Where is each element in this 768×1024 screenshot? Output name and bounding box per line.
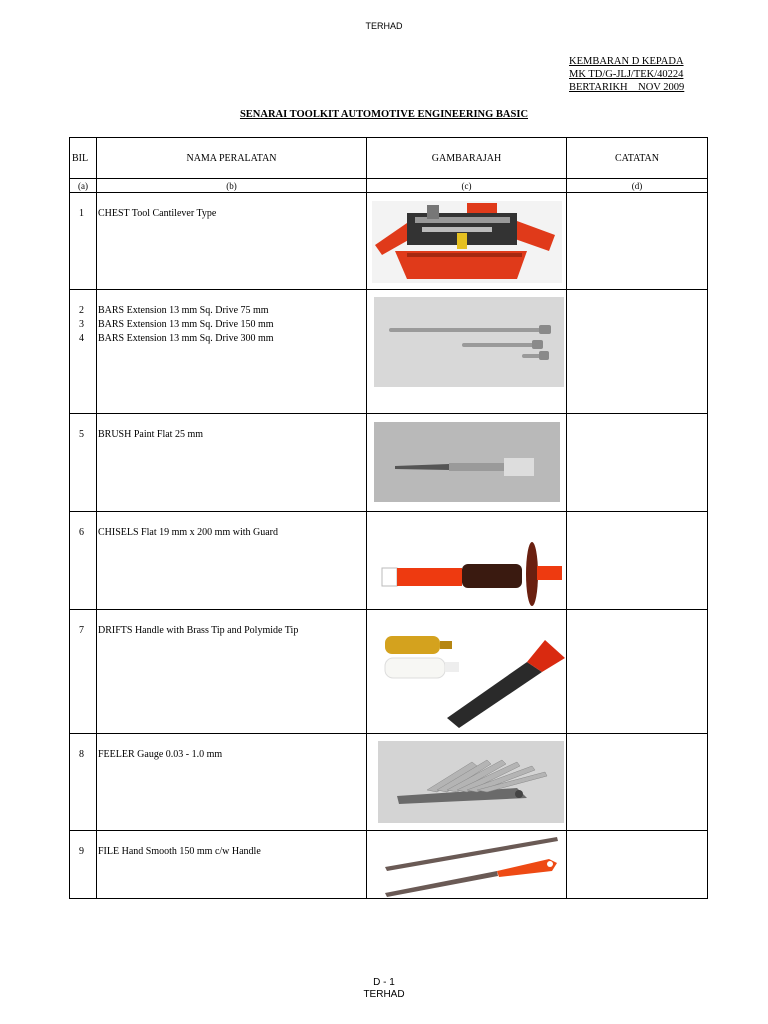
- paint-brush-image: [367, 414, 567, 511]
- row-number: 5: [79, 429, 84, 440]
- toolbox-image: [367, 193, 567, 289]
- reference-block: [569, 55, 684, 94]
- drift-image: [367, 610, 567, 733]
- chisel-image: [367, 512, 567, 609]
- feeler-gauge-image: [367, 734, 567, 830]
- header-classification: TERHAD: [365, 21, 403, 31]
- table-row: [70, 193, 708, 290]
- column-sub-b: (b): [97, 179, 367, 193]
- column-sub-d: (d): [567, 179, 708, 193]
- tool-name: FEELER Gauge 0.03 - 1.0 mm: [98, 749, 223, 760]
- reference-line-1: KEMBARAN D KEPADA: [569, 56, 684, 67]
- column-header-nama: NAMA PERALATAN: [97, 138, 367, 179]
- row-number: 2: [79, 305, 84, 316]
- row-number: 8: [79, 749, 84, 760]
- row-number: 1: [79, 208, 84, 219]
- extension-bars-image: [367, 290, 567, 413]
- table-row: [70, 290, 708, 414]
- document-title: SENARAI TOOLKIT AUTOMOTIVE ENGINEERING BASIC: [239, 109, 529, 120]
- tool-name: CHISELS Flat 19 mm x 200 mm with Guard: [98, 527, 278, 538]
- column-header-catatan: CATATAN: [567, 138, 708, 179]
- row-number: 4: [79, 333, 84, 344]
- tool-name: CHEST Tool Cantilever Type: [98, 208, 217, 219]
- table-row: [70, 610, 708, 734]
- table-row: [70, 512, 708, 610]
- tool-name: DRIFTS Handle with Brass Tip and Polymide Tip: [98, 625, 299, 636]
- file-image: [367, 831, 567, 898]
- footer-classification: TERHAD: [363, 989, 405, 1000]
- column-header-gambar: GAMBARAJAH: [367, 138, 567, 179]
- page-number: D - 1: [373, 977, 395, 988]
- tool-name: BARS Extension 13 mm Sq. Drive 300 mm: [98, 333, 274, 344]
- row-number: 9: [79, 846, 84, 857]
- tool-name: FILE Hand Smooth 150 mm c/w Handle: [98, 846, 261, 857]
- column-sub-a: (a): [70, 179, 97, 193]
- tool-name: BARS Extension 13 mm Sq. Drive 75 mm: [98, 305, 269, 316]
- column-sub-c: (c): [367, 179, 567, 193]
- tool-name: BARS Extension 13 mm Sq. Drive 150 mm: [98, 319, 274, 330]
- table-row: [70, 831, 708, 899]
- toolkit-table: [69, 137, 708, 899]
- tool-name: BRUSH Paint Flat 25 mm: [98, 429, 204, 440]
- row-number: 7: [79, 625, 84, 636]
- reference-line-3: BERTARIKH NOV 2009: [569, 82, 685, 93]
- table-row: [70, 414, 708, 512]
- row-number: 3: [79, 319, 84, 330]
- row-number: 6: [79, 527, 84, 538]
- column-header-bil: BIL: [70, 138, 97, 179]
- reference-line-2: MK TD/G-JLJ/TEK/40224: [569, 69, 684, 80]
- table-row: [70, 734, 708, 831]
